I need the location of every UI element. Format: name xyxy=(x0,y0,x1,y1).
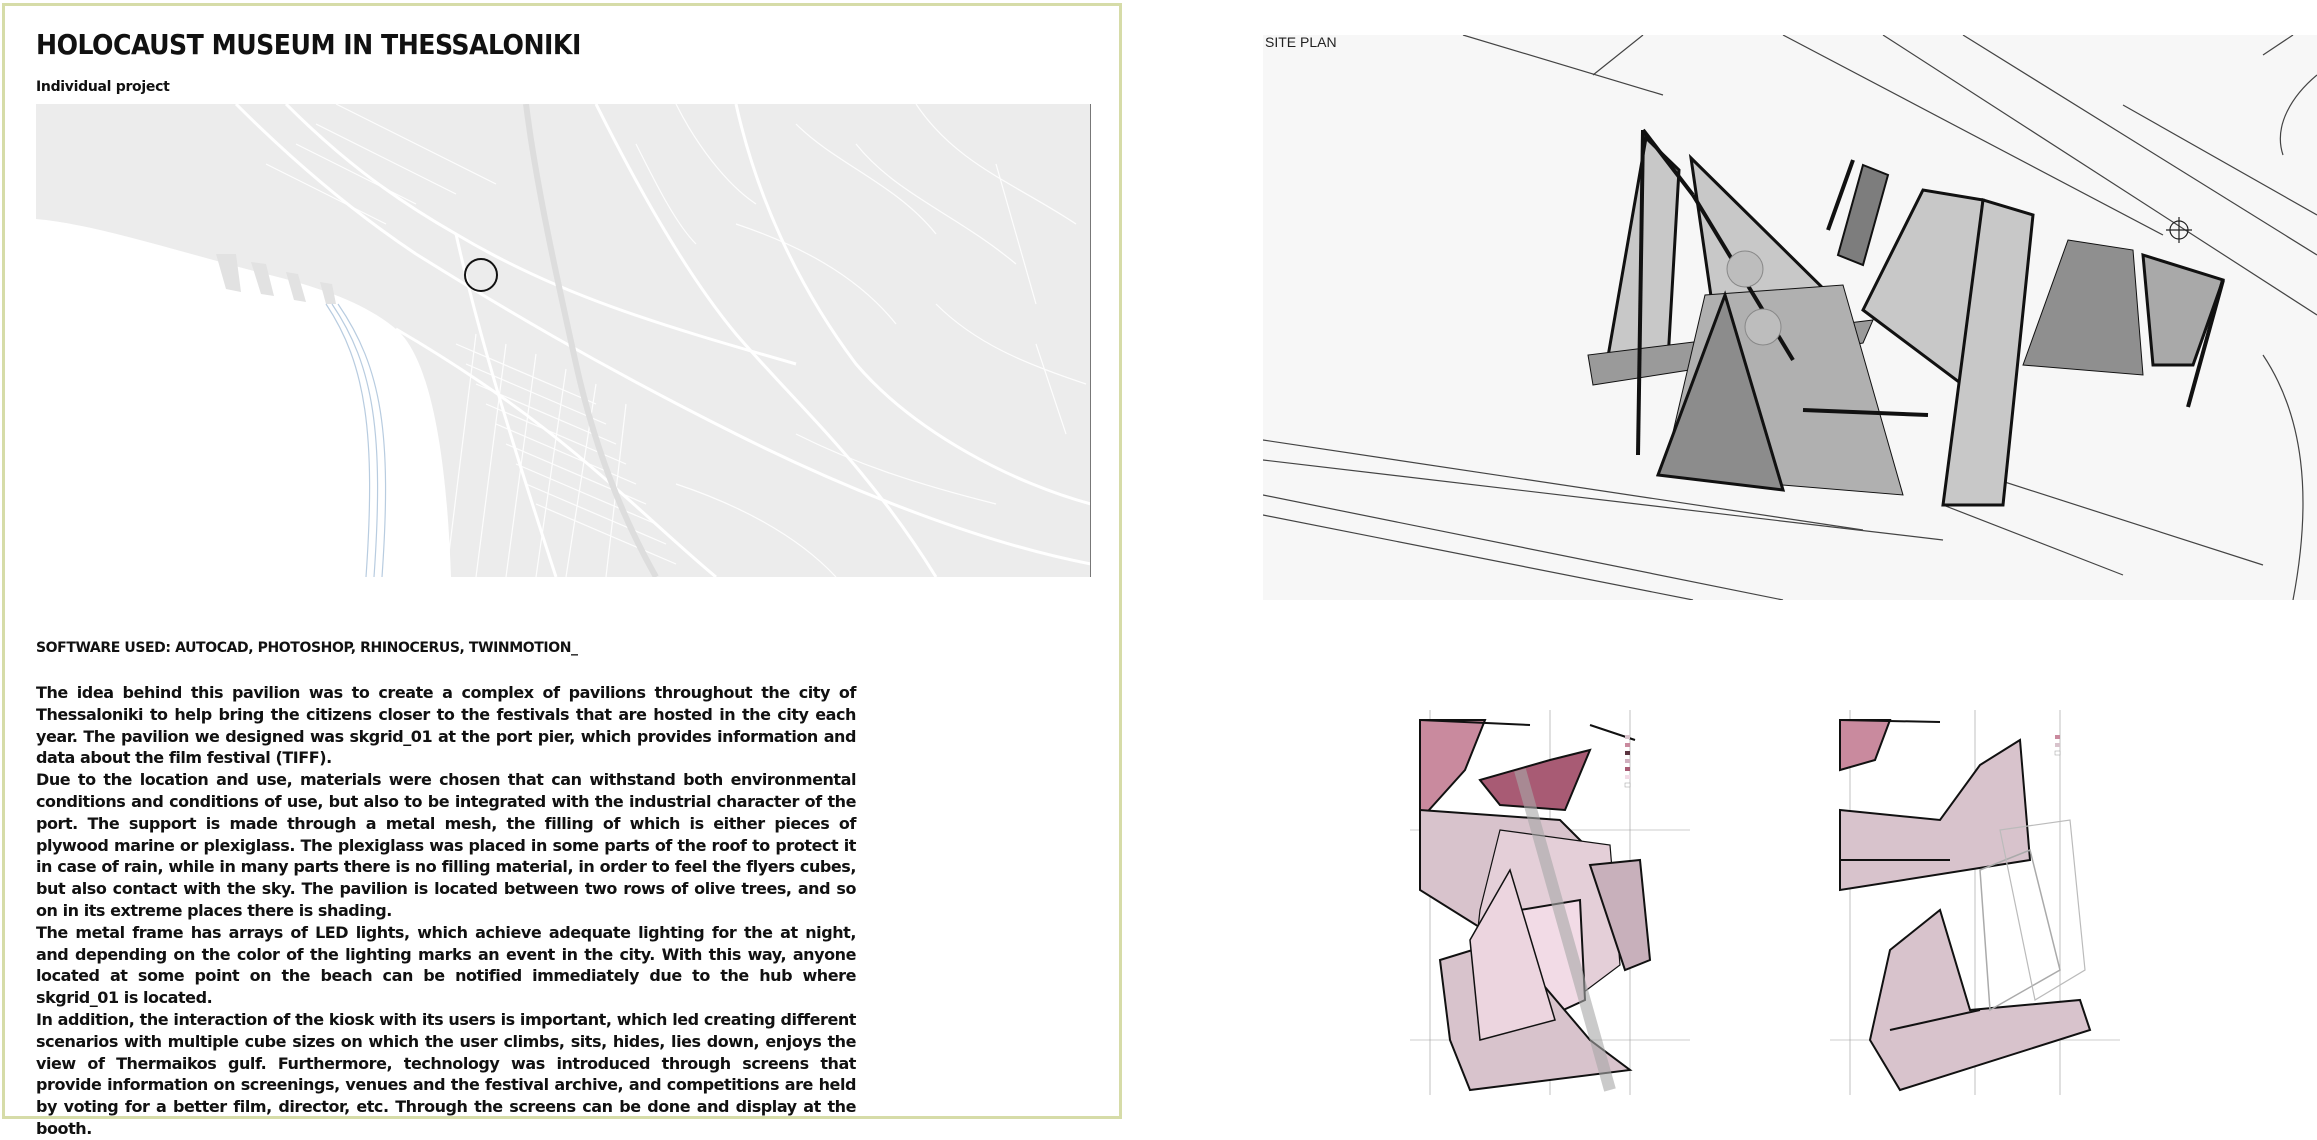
floor-plan-2 xyxy=(1830,710,2120,1095)
legend xyxy=(2055,735,2060,755)
site-plan-drawing xyxy=(1263,35,2317,600)
site-plan-label: SITE PLAN xyxy=(1265,34,1337,50)
description-paragraph-4: In addition, the interaction of the kiosk with its users is important, which led creating different scenarios with multiple cube sizes on which the user climbs, sits, hides, lies down, enjoys the view of Thermaikos gulf. Furthermore, technology was introduced through screens that provide information on screenings, venues and the festival archive, and competitions are held by voting for a better film, director, etc. Through the screens can be done and display at the booth. xyxy=(36,1009,856,1138)
project-subtitle: Individual project xyxy=(36,79,170,95)
project-title: HOLOCAUST MUSEUM IN THESSALONIKI xyxy=(36,28,581,61)
software-used: SOFTWARE USED: AUTOCAD, PHOTOSHOP, RHINOCERUS, TWINMOTION_ xyxy=(36,640,578,656)
floor-plan-1 xyxy=(1410,710,1690,1095)
description-paragraph-1: The idea behind this pavilion was to create a complex of pavilions throughout the city of Thessaloniki to help bring the citizens closer to the festivals that are hosted in the city each year. The pavilion we designed was skgrid_01 at the port pier, which provides information and data about the film festival (TIFF). xyxy=(36,683,856,768)
description-paragraph-2: Due to the location and use, materials were chosen that can withstand both environmental conditions and conditions of use, but also to be integrated with the industrial character of the port. The support is made through a metal mesh, the filling of which is either pieces of plywood marine or plexiglass. The plexiglass was placed in some parts of the roof to protect it in case of rain, while in many parts there is no filling material, in order to feel the flyers cubes, but also contact with the sky. The pavilion is located between two rows of olive trees, and so on in its extreme places there is shading. xyxy=(36,770,856,920)
location-map xyxy=(36,104,1091,577)
project-description xyxy=(36,682,856,1140)
description-paragraph-3: The metal frame has arrays of LED lights, which achieve adequate lighting for the at night, and depending on the color of the lighting marks an event in the city. With this way, anyone located at some point on the beach can be notified immediately due to the hub where skgrid_01 is located. xyxy=(36,922,856,1008)
legend xyxy=(1625,735,1630,787)
